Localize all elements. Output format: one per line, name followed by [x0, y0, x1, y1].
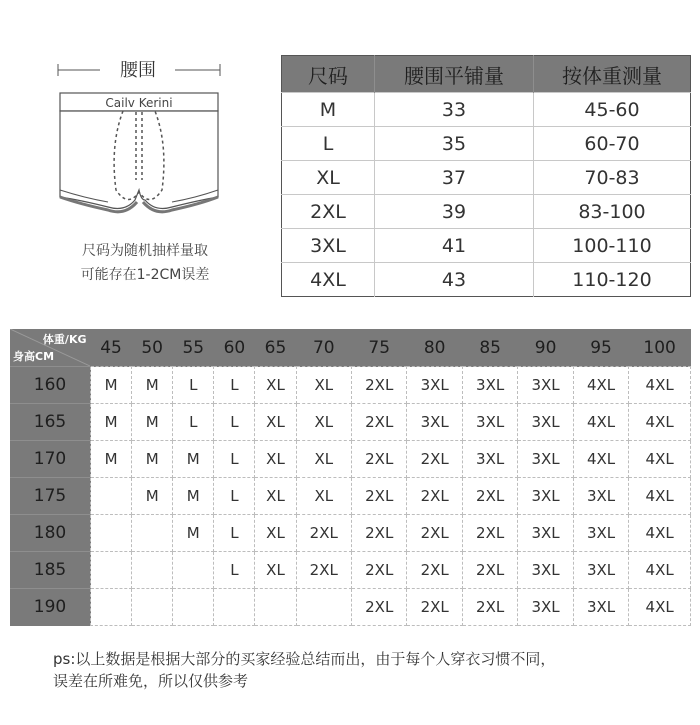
size-cell: [91, 552, 132, 589]
size-cell: 4XL: [573, 367, 628, 404]
size-cell: 2XL: [352, 441, 407, 478]
size-cell: XL: [282, 161, 375, 195]
size-cell: M: [91, 441, 132, 478]
size-cell: 2XL: [407, 552, 462, 589]
table-row: [10, 515, 691, 552]
size-cell: 3XL: [518, 478, 573, 515]
size-cell: 3XL: [518, 441, 573, 478]
underwear-illustration: [50, 50, 240, 240]
weight-column-header: 60: [214, 329, 255, 367]
size-cell: XL: [296, 367, 351, 404]
weight-cell: 83-100: [534, 195, 691, 229]
size-cell: [214, 589, 255, 626]
size-cell: 3XL: [573, 478, 628, 515]
footnote-line2: 误差在所难免，所以仅供参考: [53, 672, 249, 690]
weight-column-header: 50: [132, 329, 173, 367]
size-cell: 4XL: [629, 589, 691, 626]
height-row-header: 185: [10, 552, 91, 589]
matrix-corner: [10, 329, 91, 367]
size-cell: 2XL: [407, 589, 462, 626]
footnote-line1: ps:以上数据是根据大部分的买家经验总结而出，由于每个人穿衣习惯不同，: [53, 650, 556, 668]
table-row: [282, 263, 691, 297]
size-table-header: [282, 56, 691, 93]
size-cell: 3XL: [518, 404, 573, 441]
table-row: [10, 552, 691, 589]
measurement-note-line1: 尺码为随机抽样量取: [82, 243, 208, 259]
size-cell: 3XL: [573, 515, 628, 552]
height-axis-label: 身高CM: [13, 350, 55, 363]
weight-column-header: 100: [629, 329, 691, 367]
waist-cell: 37: [375, 161, 534, 195]
size-cell: L: [214, 552, 255, 589]
table-row: [282, 195, 691, 229]
size-cell: 3XL: [462, 367, 517, 404]
weight-column-header: 70: [296, 329, 351, 367]
size-cell: 2XL: [407, 478, 462, 515]
size-cell: M: [132, 478, 173, 515]
weight-cell: 45-60: [534, 93, 691, 127]
size-cell: 3XL: [462, 441, 517, 478]
weight-column-header: 95: [573, 329, 628, 367]
size-cell: 3XL: [462, 404, 517, 441]
size-cell: XL: [255, 404, 296, 441]
size-cell: XL: [255, 515, 296, 552]
size-cell: 3XL: [407, 404, 462, 441]
size-header: 尺码: [282, 56, 375, 93]
height-row-header: 175: [10, 478, 91, 515]
size-cell: 2XL: [352, 515, 407, 552]
size-cell: XL: [255, 478, 296, 515]
size-cell: 2XL: [407, 441, 462, 478]
table-row: [10, 441, 691, 478]
size-cell: 4XL: [629, 552, 691, 589]
height-row-header: 170: [10, 441, 91, 478]
size-cell: XL: [255, 552, 296, 589]
size-cell: 3XL: [573, 552, 628, 589]
size-cell: L: [214, 367, 255, 404]
size-cell: 4XL: [629, 478, 691, 515]
size-cell: [132, 515, 173, 552]
size-cell: 3XL: [518, 589, 573, 626]
weight-column-header: 80: [407, 329, 462, 367]
weight-cell: 110-120: [534, 263, 691, 297]
waist-cell: 33: [375, 93, 534, 127]
size-cell: 4XL: [629, 441, 691, 478]
size-cell: 2XL: [352, 589, 407, 626]
size-cell: 2XL: [462, 515, 517, 552]
size-cell: L: [214, 404, 255, 441]
table-row: [282, 127, 691, 161]
table-row: [10, 589, 691, 626]
size-cell: 3XL: [518, 515, 573, 552]
height-row-header: 160: [10, 367, 91, 404]
size-cell: 3XL: [518, 367, 573, 404]
brand-label: Cailv Kerini: [105, 96, 173, 110]
size-cell: 4XL: [629, 515, 691, 552]
size-cell: 4XL: [573, 404, 628, 441]
size-cell: 4XL: [573, 441, 628, 478]
size-cell: 4XL: [282, 263, 375, 297]
size-cell: M: [282, 93, 375, 127]
size-cell: 3XL: [282, 229, 375, 263]
size-cell: M: [91, 367, 132, 404]
size-cell: 4XL: [629, 367, 691, 404]
size-cell: 2XL: [352, 478, 407, 515]
size-cell: M: [173, 441, 214, 478]
size-cell: 2XL: [352, 367, 407, 404]
size-cell: M: [132, 367, 173, 404]
size-cell: 4XL: [629, 404, 691, 441]
table-row: [10, 404, 691, 441]
size-cell: [296, 589, 351, 626]
size-cell: M: [173, 478, 214, 515]
waist-cell: 35: [375, 127, 534, 161]
weight-column-header: 55: [173, 329, 214, 367]
size-cell: 2XL: [296, 515, 351, 552]
waist-header: 腰围平铺量: [375, 56, 534, 93]
size-cell: L: [282, 127, 375, 161]
footnote: [53, 648, 673, 692]
size-matrix: [10, 329, 691, 626]
size-cell: XL: [296, 478, 351, 515]
size-cell: 2XL: [462, 552, 517, 589]
size-cell: L: [173, 404, 214, 441]
table-row: [282, 161, 691, 195]
height-row-header: 180: [10, 515, 91, 552]
height-row-header: 190: [10, 589, 91, 626]
size-cell: L: [214, 441, 255, 478]
height-row-header: 165: [10, 404, 91, 441]
size-cell: XL: [296, 441, 351, 478]
size-cell: 2XL: [462, 589, 517, 626]
size-cell: 2XL: [282, 195, 375, 229]
size-cell: M: [132, 404, 173, 441]
size-cell: M: [132, 441, 173, 478]
waist-cell: 43: [375, 263, 534, 297]
weight-column-header: 45: [91, 329, 132, 367]
size-cell: 2XL: [407, 515, 462, 552]
size-cell: L: [214, 515, 255, 552]
size-cell: L: [214, 478, 255, 515]
size-table: [281, 55, 691, 297]
size-cell: [91, 515, 132, 552]
size-cell: [173, 552, 214, 589]
weight-column-header: 85: [462, 329, 517, 367]
table-row: [282, 229, 691, 263]
table-row: [282, 93, 691, 127]
weight-axis-label: 体重/KG: [42, 333, 87, 346]
waist-label: 腰围: [120, 60, 156, 81]
measurement-note-line2: 可能存在1-2CM误差: [80, 267, 210, 283]
size-cell: 3XL: [407, 367, 462, 404]
size-cell: 2XL: [352, 404, 407, 441]
size-cell: [255, 589, 296, 626]
size-cell: 2XL: [296, 552, 351, 589]
table-row: [10, 367, 691, 404]
weight-cell: 70-83: [534, 161, 691, 195]
waist-cell: 41: [375, 229, 534, 263]
size-cell: M: [91, 404, 132, 441]
size-cell: [173, 589, 214, 626]
matrix-header: [10, 329, 691, 367]
weight-column-header: 90: [518, 329, 573, 367]
table-row: [10, 478, 691, 515]
weight-column-header: 75: [352, 329, 407, 367]
size-cell: [91, 589, 132, 626]
size-cell: 3XL: [573, 589, 628, 626]
weight-column-header: 65: [255, 329, 296, 367]
size-cell: L: [173, 367, 214, 404]
size-cell: 2XL: [462, 478, 517, 515]
weight-cell: 60-70: [534, 127, 691, 161]
size-cell: 2XL: [352, 552, 407, 589]
size-cell: XL: [255, 367, 296, 404]
size-cell: M: [173, 515, 214, 552]
size-cell: XL: [255, 441, 296, 478]
waist-cell: 39: [375, 195, 534, 229]
size-cell: [132, 589, 173, 626]
size-cell: 3XL: [518, 552, 573, 589]
size-cell: [132, 552, 173, 589]
weight-range-header: 按体重测量: [534, 56, 691, 93]
size-cell: XL: [296, 404, 351, 441]
weight-cell: 100-110: [534, 229, 691, 263]
size-cell: [91, 478, 132, 515]
